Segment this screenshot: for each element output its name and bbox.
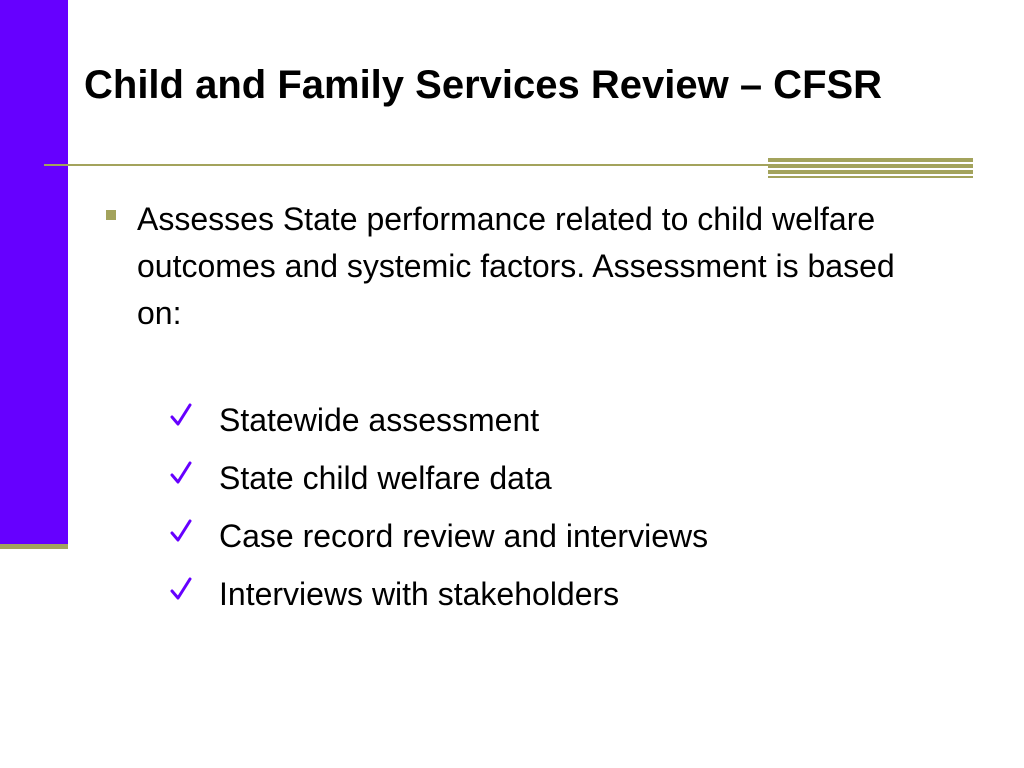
square-bullet-icon xyxy=(106,210,116,220)
checkmark-icon xyxy=(170,518,192,544)
side-accent-bar xyxy=(0,0,68,544)
sub-bullet-text: Statewide assessment xyxy=(219,402,540,438)
title-divider-accent xyxy=(768,158,973,178)
main-bullet xyxy=(106,196,926,337)
checkmark-icon xyxy=(170,576,192,602)
main-bullet-text: Assesses State performance related to child welfare outcomes and systemic factors. Assessment is based on: xyxy=(137,201,895,331)
title-divider-line xyxy=(44,164,770,166)
sub-bullet-text: Case record review and interviews xyxy=(219,518,709,554)
sub-bullet-text: State child welfare data xyxy=(219,460,552,496)
slide-title: Child and Family Services Review – CFSR xyxy=(84,63,883,107)
sub-bullet-text: Interviews with stakeholders xyxy=(219,576,620,612)
side-accent-underline xyxy=(0,544,68,549)
checkmark-icon xyxy=(170,460,192,486)
checkmark-icon xyxy=(170,402,192,428)
